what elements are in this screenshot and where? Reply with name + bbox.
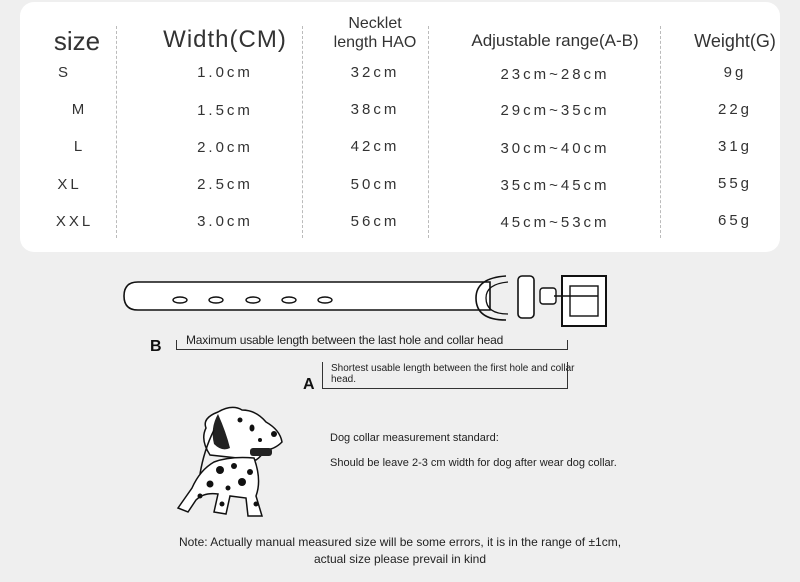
cell-range: 35cm~45cm [500,177,610,194]
collar-illustration [118,264,618,330]
cell-width: 1.5cm [197,102,253,119]
measure-b-text: Maximum usable length between the last hole and collar head [186,333,504,347]
header-necklet-line2: length HAO [333,34,417,51]
cell-width: 1.0cm [197,64,253,81]
header-width: Width(CM) [163,26,287,53]
cell-length: 56cm [350,213,400,230]
cell-width: 2.5cm [197,176,253,193]
size-table [20,2,780,252]
cell-length: 38cm [350,101,400,118]
column-divider [302,26,303,238]
note-line-1: Note: Actually manual measured size will be some errors, it is in the range of ±1cm, [178,535,622,549]
measurement-standard-text: Should be leave 2-3 cm width for dog after wear dog collar. [330,457,617,469]
header-necklet-line1: Necklet [348,15,402,32]
cell-size: XXL [55,213,94,230]
cell-width: 2.0cm [197,139,253,156]
measure-a-label: A [303,376,315,393]
header-weight: Weight(G) [694,31,776,51]
cell-length: 42cm [350,138,400,155]
cell-size: S [57,64,71,81]
column-divider [428,26,429,238]
cell-weight: 31g [717,138,753,155]
cell-size: M [71,101,88,118]
note-line-2: actual size please prevail in kind [313,552,487,566]
cell-length: 50cm [350,176,400,193]
column-divider [116,26,117,238]
cell-range: 29cm~35cm [500,102,610,119]
header-size: size [53,26,101,56]
cell-range: 45cm~53cm [500,214,610,231]
cell-weight: 9g [723,64,747,81]
cell-width: 3.0cm [197,213,253,230]
cell-size: L [73,138,86,155]
header-necklet-length [320,14,430,52]
column-divider [660,26,661,238]
cell-weight: 22g [717,101,753,118]
cell-length: 32cm [350,64,400,81]
header-adjustable-range: Adjustable range(A-B) [471,31,639,50]
cell-size: XL [57,176,82,193]
measure-a-text: Shortest usable length between the first hole and collar head. [331,363,575,385]
measurement-standard-title: Dog collar measurement standard: [330,432,499,444]
cell-range: 23cm~28cm [500,66,610,83]
measure-b-label: B [150,338,162,355]
cell-range: 30cm~40cm [500,140,610,157]
cell-weight: 55g [717,175,753,192]
cell-weight: 65g [717,212,753,229]
dalmatian-dog-illustration [170,400,300,525]
